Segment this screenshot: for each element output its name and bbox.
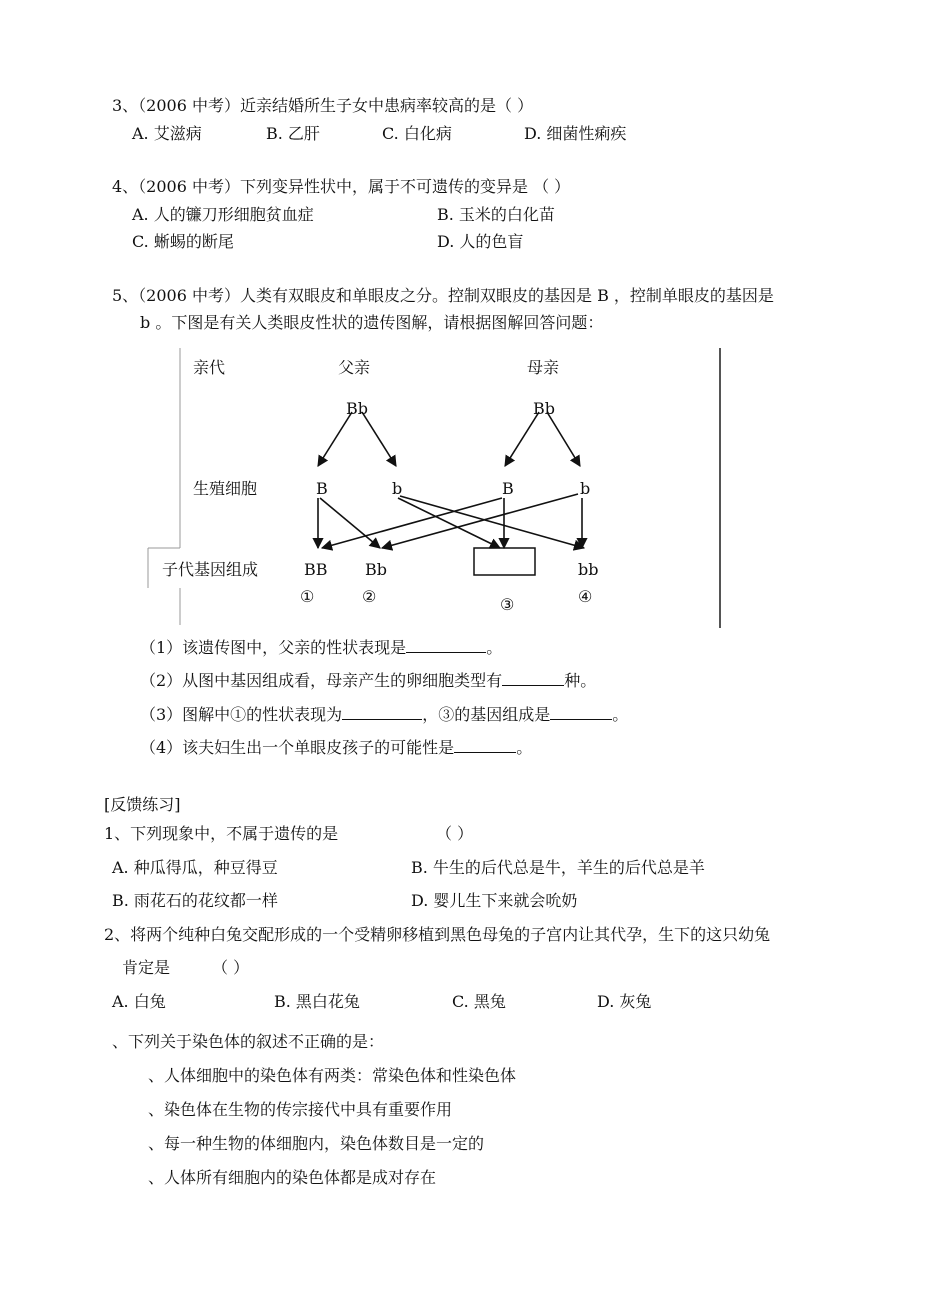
answer-blank-4[interactable]: [454, 738, 516, 753]
q3-option-a: A. 艾滋病: [132, 124, 202, 143]
arrow-father-to-b: [362, 412, 396, 466]
arrow-mb-to-2: [382, 494, 578, 548]
q4-option-d: D. 人的色盲: [437, 232, 524, 251]
f2-option-a: A. 白兔: [112, 992, 166, 1011]
q4-option-b: B. 玉米的白化苗: [437, 205, 555, 224]
q5-sub3-text: （3）图解中①的性状表现为: [140, 705, 343, 724]
f3-option-2: 、染色体在生物的传宗接代中具有重要作用: [148, 1100, 453, 1119]
q3-option-b: B. 乙肝: [266, 124, 320, 143]
q5-sub1-text: （1）该遗传图中，父亲的性状表现是: [140, 638, 407, 657]
mother-genotype: Bb: [533, 399, 555, 418]
f3-option-1: 、人体细胞中的染色体有两类：常染色体和性染色体: [148, 1066, 517, 1085]
inheritance-diagram: [0, 0, 950, 640]
answer-blank-3a[interactable]: [342, 705, 422, 720]
father-genotype: Bb: [346, 399, 368, 418]
offspring-3-box: [474, 548, 535, 575]
marker-3: ③: [500, 595, 515, 614]
q3-stem: 3、（2006 中考）近亲结婚所生子女中患病率较高的是（ ）: [112, 96, 534, 115]
f1-stem: 1、下列现象中，不属于遗传的是: [104, 824, 339, 843]
q4-option-c: C. 蜥蜴的断尾: [132, 232, 234, 251]
q5-sub3-end: 。: [612, 705, 629, 724]
arrow-fb-to-4: [400, 496, 584, 548]
row-label-parents: 亲代: [193, 358, 226, 377]
arrow-father-to-B: [318, 412, 352, 466]
q4-stem: 4、（2006 中考）下列变异性状中，属于不可遗传的变异是 （ ）: [112, 177, 571, 196]
answer-blank-2[interactable]: [502, 671, 564, 686]
arrow-mother-to-B: [505, 412, 539, 466]
f1-option-d: D. 婴儿生下来就会吮奶: [411, 891, 578, 910]
q5-sub1: [140, 638, 502, 658]
marker-4: ④: [578, 587, 593, 606]
f1-option-b: B. 牛生的后代总是牛，羊生的后代总是羊: [411, 858, 705, 877]
f3-option-3: 、每一种生物的体细胞内，染色体数目是一定的: [148, 1134, 485, 1153]
mother-label: 母亲: [527, 358, 560, 377]
q5-sub4-text: （4）该夫妇生出一个单眼皮孩子的可能性是: [140, 738, 455, 757]
row-label-gametes: 生殖细胞: [193, 479, 258, 498]
f3-option-4: 、人体所有细胞内的染色体都是成对存在: [148, 1168, 437, 1187]
f2-option-b: B. 黑白花兔: [274, 992, 360, 1011]
q5-sub2-end: 种。: [564, 671, 597, 690]
f1-option-c: B. 雨花石的花纹都一样: [112, 891, 278, 910]
f2-paren: （ ）: [212, 958, 250, 977]
f2-option-d: D. 灰兔: [597, 992, 652, 1011]
f3-stem: 、下列关于染色体的叙述不正确的是：: [112, 1032, 385, 1051]
father-label: 父亲: [338, 358, 371, 377]
f2-stem-line1: 2、将两个纯种白兔交配形成的一个受精卵移植到黑色母兔的子宫内让其代孕，生下的这只幼兔: [104, 925, 771, 944]
q4-option-a: A. 人的镰刀形细胞贫血症: [132, 205, 314, 224]
gamete-father-B: B: [316, 479, 328, 498]
q3-option-d: D. 细菌性痢疾: [524, 124, 627, 143]
q5-sub3: [140, 705, 628, 725]
q5-sub1-end: 。: [486, 638, 503, 657]
q5-stem-line1: 5、（2006 中考）人类有双眼皮和单眼皮之分。控制双眼皮的基因是 B ，控制单眼皮的基因是: [112, 286, 774, 305]
q5-stem-line2: b 。下图是有关人类眼皮性状的遗传图解，请根据图解回答问题：: [140, 313, 604, 332]
q5-sub3-mid: ，③的基因组成是: [422, 705, 551, 724]
marker-2: ②: [362, 587, 377, 606]
q5-sub2: [140, 671, 596, 691]
offspring-1: BB: [304, 560, 328, 579]
gamete-mother-B: B: [502, 479, 514, 498]
f1-option-a: A. 种瓜得瓜，种豆得豆: [112, 858, 278, 877]
q5-sub2-text: （2）从图中基因组成看，母亲产生的卵细胞类型有: [140, 671, 503, 690]
answer-blank-3b[interactable]: [550, 705, 612, 720]
f2-stem-line2: 肯定是: [122, 958, 171, 977]
answer-blank-1[interactable]: [406, 638, 486, 653]
q5-sub4: [140, 738, 532, 758]
gamete-father-b: b: [392, 479, 403, 498]
marker-1: ①: [300, 587, 315, 606]
q3-option-c: C. 白化病: [382, 124, 452, 143]
f1-paren: （ ）: [436, 824, 474, 843]
gamete-mother-b: b: [580, 479, 591, 498]
row-label-offspring: 子代基因组成: [162, 560, 259, 579]
q5-sub4-end: 。: [516, 738, 533, 757]
offspring-2: Bb: [365, 560, 387, 579]
offspring-4: bb: [578, 560, 599, 579]
feedback-heading: [反馈练习]: [104, 795, 181, 814]
arrow-mother-to-b: [547, 412, 580, 466]
f2-option-c: C. 黑兔: [452, 992, 506, 1011]
